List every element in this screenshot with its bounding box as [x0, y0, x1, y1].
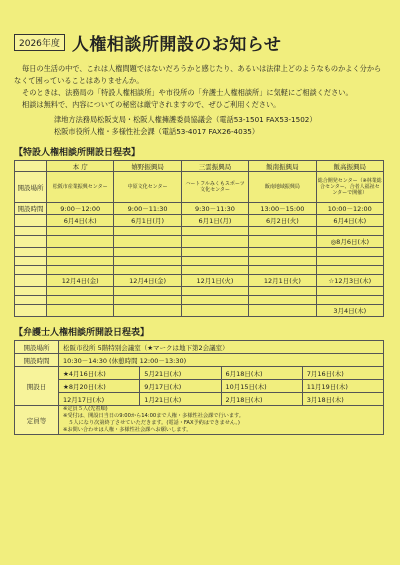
lawyer-date-cell: 9月17日(木): [140, 380, 221, 393]
blank-cell: [181, 227, 248, 236]
date-cell: ☆12月3日(木): [316, 275, 383, 287]
office-header: 三雲振興局: [181, 161, 248, 172]
note-line: ５人になり次第終了させていただきます。(電話・FAX予約はできません。): [63, 420, 240, 426]
date-cell: 6月1日(月): [114, 215, 181, 227]
date-cell: 6月1日(月): [181, 215, 248, 227]
date-cell: [249, 236, 316, 248]
row-label-notes: 定員等: [15, 406, 59, 435]
blank-cell: [316, 257, 383, 266]
lawyer-schedule-title: 【弁護士人権相談所開設日程表】: [14, 328, 150, 338]
blank-cell: [249, 287, 316, 296]
lawyer-date-cell: 5月21日(木): [140, 367, 221, 380]
corner-cell: [15, 161, 47, 172]
contact-list: [14, 114, 388, 137]
place-cell: 中原文化センター: [114, 172, 181, 203]
time-cell: 10:00－12:00: [316, 203, 383, 215]
blank-cell: [47, 296, 114, 305]
date-label-cell: [15, 236, 47, 248]
contact-line: 松阪市役所人権・多様性社会課（電話53-4017 FAX26-4035）: [54, 126, 260, 136]
date-label-cell: [15, 257, 47, 266]
lawyer-date-cell: 1月21日(木): [140, 393, 221, 406]
notes-cell: [59, 406, 384, 435]
time-cell: 9:30－11:30: [181, 203, 248, 215]
place-cell: ハートフルみくもスポーツ文化センター: [181, 172, 248, 203]
lawyer-date-cell: 12月17日(木): [59, 393, 140, 406]
date-cell: [47, 236, 114, 248]
blank-cell: [249, 248, 316, 257]
blank-cell: [47, 287, 114, 296]
date-cell: 6月4日(木): [316, 215, 383, 227]
time-cell: 13:00－15:00: [249, 203, 316, 215]
blank-cell: [114, 296, 181, 305]
intro-paragraph: そのときは、法務局の「特設人権相談所」や市役所の「弁護士人権相談所」に気軽にご相談ください。: [22, 88, 353, 97]
office-header: 嬉野振興局: [114, 161, 181, 172]
intro-text: [14, 63, 388, 111]
intro-paragraph: 毎日の生活の中で、これは人権問題ではないだろうかと感じたり、あるいは法律上どのようなものかよく分からなくて困っていることはありませんか。: [14, 64, 382, 85]
blank-cell: [114, 227, 181, 236]
special-schedule-table: [14, 160, 384, 317]
page-title: 人権相談所開設のお知らせ: [71, 35, 282, 55]
blank-cell: [114, 287, 181, 296]
date-cell: 12月4日(金): [114, 275, 181, 287]
date-cell: [249, 305, 316, 317]
intro-paragraph: 相談は無料で、内容についての秘密は厳守されますので、ぜひご利用ください。: [22, 100, 281, 109]
place-cell: 飯南地域振興局: [249, 172, 316, 203]
lawyer-date-cell: ★8月20日(木): [59, 380, 140, 393]
date-cell: [114, 236, 181, 248]
date-label-cell: [15, 287, 47, 296]
note-line: ※受付は、開設日当日の9:00から14:00まで人権・多様性社会課で行います。: [63, 413, 244, 419]
date-label-cell: [15, 227, 47, 236]
date-label-cell: [15, 296, 47, 305]
blank-cell: [114, 248, 181, 257]
blank-cell: [47, 248, 114, 257]
blank-cell: [181, 248, 248, 257]
blank-cell: [47, 266, 114, 275]
time-cell: 9:00－12:00: [47, 203, 114, 215]
lawyer-date-cell: 6月18日(木): [221, 367, 302, 380]
blank-cell: [181, 266, 248, 275]
blank-cell: [316, 287, 383, 296]
place-cell: 松阪市産業振興センター: [47, 172, 114, 203]
office-header: 飯高振興局: [316, 161, 383, 172]
office-header: 飯南振興局: [249, 161, 316, 172]
blank-cell: [47, 257, 114, 266]
blank-cell: [249, 266, 316, 275]
blank-cell: [316, 296, 383, 305]
note-line: ※定員５人(先着順): [63, 406, 108, 412]
lawyer-date-cell: 11月19日(木): [302, 380, 383, 393]
blank-cell: [316, 266, 383, 275]
lawyer-schedule-table: [14, 340, 384, 435]
row-label-place: 開設場所: [15, 172, 47, 203]
date-label-cell: [15, 266, 47, 275]
lawyer-date-cell: 3月18日(木): [302, 393, 383, 406]
date-cell: 12月1日(火): [181, 275, 248, 287]
date-cell: 12月4日(金): [47, 275, 114, 287]
blank-cell: [181, 296, 248, 305]
date-cell: [47, 305, 114, 317]
blank-cell: [316, 248, 383, 257]
row-label-days: 開設日: [15, 367, 59, 406]
date-cell: [114, 305, 181, 317]
lawyer-time-cell: 10:30－14:30 (休憩時間 12:00－13:30): [59, 354, 384, 367]
row-label-place: 開設場所: [15, 341, 59, 354]
row-label-time: 開設時間: [15, 354, 59, 367]
row-label-time: 開設時間: [15, 203, 47, 215]
blank-cell: [114, 257, 181, 266]
blank-cell: [249, 296, 316, 305]
office-header: 本 庁: [47, 161, 114, 172]
date-cell: [181, 305, 248, 317]
lawyer-date-cell: 10月15日(木): [221, 380, 302, 393]
blank-cell: [114, 266, 181, 275]
date-label-cell: [15, 275, 47, 287]
time-cell: 9:00－11:30: [114, 203, 181, 215]
blank-cell: [181, 287, 248, 296]
date-cell: 12月1日(火): [249, 275, 316, 287]
blank-cell: [181, 257, 248, 266]
blank-cell: [316, 227, 383, 236]
date-label-cell: [15, 215, 47, 227]
lawyer-date-cell: ★4月16日(木): [59, 367, 140, 380]
lawyer-date-cell: 7月16日(木): [302, 367, 383, 380]
note-line: ※お問い合わせは人権・多様性社会課へお願いします。: [63, 427, 192, 433]
date-label-cell: [15, 305, 47, 317]
place-cell: 総合開発センター（※林業総合センター、合者人福祉センターで開催）: [316, 172, 383, 203]
date-cell: 6月2日(火): [249, 215, 316, 227]
lawyer-date-cell: 2月18日(木): [221, 393, 302, 406]
date-cell: ◎8月6日(木): [316, 236, 383, 248]
title-row: [14, 30, 388, 55]
contact-line: 津地方法務局松阪支局・松阪人権擁護委員協議会（電話53-1501 FAX53-1502）: [54, 115, 317, 124]
blank-cell: [47, 227, 114, 236]
date-cell: [181, 236, 248, 248]
lawyer-place-cell: 松阪市役所 5階特別会議室（★マークは地下第2会議室）: [59, 341, 384, 354]
special-schedule-title: 【特設人権相談所開設日程表】: [14, 148, 141, 158]
blank-cell: [249, 227, 316, 236]
date-cell: 6月4日(木): [47, 215, 114, 227]
blank-cell: [249, 257, 316, 266]
year-badge: 2026年度: [14, 34, 65, 51]
date-label-cell: [15, 248, 47, 257]
date-cell: 3月4日(木): [316, 305, 383, 317]
